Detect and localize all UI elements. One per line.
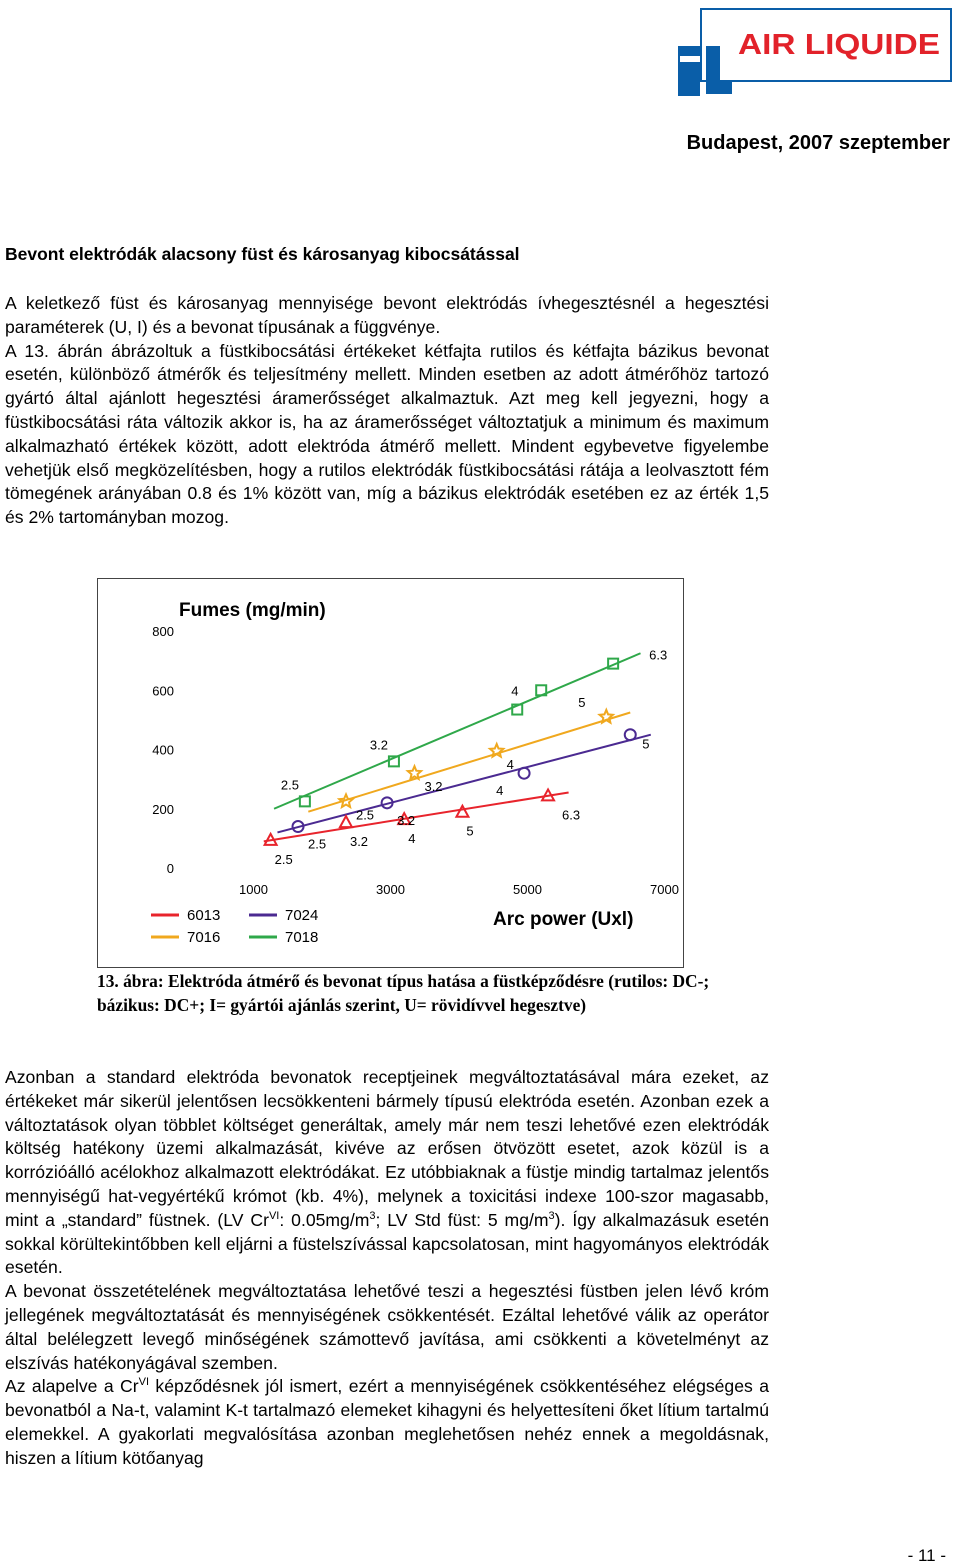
chart-title: Fumes (mg/min): [179, 600, 326, 621]
point-label: 3.2: [369, 737, 389, 753]
point-label: 5: [642, 736, 650, 752]
body-paragraphs: [5, 1066, 769, 1471]
paragraph-2: A 13. ábrán ábrázoltuk a füstkibocsátási értékeket kétfajta rutilos és kétfajta bázikus bevonat esetén, különböző átmérők és teljesítmény mellett. Minden esetben az adott átmérőhöz tartozó gyártó által ajánlott hegesztési áramerősséget alkalmaztuk. Azt meg kell jegyezni, hogy a füstkibocsátási ráta változik akkor is, ha az áramerősséget változtatjuk a minimum és maximum alkalmazható értékek között, adott elektróda átmérő mellett. Mindent egybevetve figyelembe vehetjük első megközelítésben, hogy a rutilos elektródák füstkibocsátási rátája a leolvasztott fém tömegének arányában 0.8 és 1% között van, míg a bázikus elektródák esetében ez az érték 1,5 és 2% tartományban mozog.: [5, 340, 769, 528]
document-date: Budapest, 2007 szeptember: [686, 132, 950, 154]
point-label: 5: [578, 694, 586, 710]
air-liquide-logo: [678, 6, 954, 98]
point-label: 2.5: [355, 807, 375, 823]
section-heading: Bevont elektródák alacsony füst és károsanyag kibocsátással: [5, 244, 520, 264]
paragraph-5: [5, 1375, 769, 1470]
x-tick-label: 5000: [513, 882, 542, 897]
point-label: 4: [408, 831, 416, 847]
fumes-chart: [97, 578, 684, 968]
paragraph-3-text-b: : 0.05mg/m: [279, 1209, 370, 1230]
point-label: 3.2: [349, 834, 369, 850]
figure-caption: 13. ábra: Elektróda átmérő és bevonat típus hatása a füstképződésre (rutilos: DC-; bázikus: DC+; I= gyártói ajánlás szerint, U= rövidívvel hegesztve): [97, 971, 710, 1015]
point-label: 4: [496, 783, 504, 799]
chart-x-label: Arc power (Uxl): [493, 909, 634, 930]
point-label: 6.3: [649, 647, 668, 663]
paragraph-5-text-a: Az alapelve a Cr: [5, 1376, 139, 1397]
x-tick-label: 3000: [376, 882, 405, 897]
x-tick-label: 1000: [239, 882, 268, 897]
superscript-3b: 3: [548, 1209, 555, 1222]
paragraph-5-text-b: képződésnek jól ismert, ezért a mennyiségének csökkentéséhez elégséges a bevonatból a Na-t, valamint K-t tartalmazó elemeket kihagyni és helyettesíteni őket lítium tartalmú elemekkel. A gyakorlati megvalósítása azonban meglehetősen nehéz ennek a megoldásnak, hiszen a lítium kötőanyag: [5, 1376, 769, 1468]
legend-label-7024: 7024: [285, 907, 319, 924]
paragraph-3: [5, 1066, 769, 1280]
logo-text: AIR LIQUIDE: [738, 29, 940, 61]
intro-paragraphs: [5, 292, 769, 530]
paragraph-3-text-c: ; LV Std füst: 5 mg/m: [375, 1209, 549, 1230]
superscript-3a: 3: [369, 1209, 376, 1222]
point-label: 6.3: [562, 807, 581, 823]
y-tick-label: 400: [152, 742, 174, 758]
legend-label-7016: 7016: [187, 929, 221, 946]
page-number: - 11 -: [907, 1546, 946, 1565]
point-label: 5: [466, 823, 474, 839]
point-label: 3.2: [424, 779, 443, 795]
paragraph-1: A keletkező füst és károsanyag mennyisége bevont elektródás ívhegesztésnél a hegesztési paraméterek (U, I) és a bevonat típusának a függvénye.: [5, 293, 769, 337]
point-label: 4: [506, 757, 514, 773]
y-tick-label: 0: [166, 861, 174, 876]
paragraph-4: A bevonat összetételének megváltoztatása lehetővé teszi a hegesztési füstben jelen lévő króm jellegének megváltoztatását és mennyiségének csökkentését. Ezáltal lehetővé válik az operátor által belélegzett levegő minőségének számottevő javítása, ami csökkenti a követelményt az elszívás hatékonyágával szemben.: [5, 1281, 769, 1373]
point-label: 2.5: [308, 836, 327, 852]
superscript-vi-2: VI: [138, 1376, 150, 1389]
point-label: 2.5: [274, 851, 293, 867]
point-label: 3.2: [397, 812, 416, 828]
paragraph-3-text-a: Azonban a standard elektróda bevonatok receptjeinek megváltoztatásával mára ezeket, az értékeket már sikerül jelentősen lecsökkenteni bármely típusú elektróda esetén. Azonban ezek a változtatások olyan többlet költséget generáltak, amely már nem teszi lehetővé ezen elektródák költség hatékony üzemi alkalmazását, kivéve az erősen ötvözött esetet, azok közül is a korrózióálló acélokhoz alkalmazott elektródákat. Ez utóbbiaknak a füstje mindig tartalmaz jelentős mennyiségű hat-vegyértékű krómot (kb. 4%), melynek a toxicitási indexe 100-szor magasabb, mint a „standard” füstnek. (LV Cr: [5, 1067, 769, 1230]
legend-label-6013: 6013: [187, 907, 221, 924]
paragraph-3-text-d: ). Így alkalmazásuk esetén sokkal körültekintőbben kell eljárni a füstelszívással kapcsolatosan, mint hagyományos elektródák esetén.: [5, 1209, 769, 1278]
y-tick-label: 800: [152, 624, 174, 640]
superscript-vi: VI: [268, 1209, 280, 1222]
y-tick-label: 200: [152, 801, 174, 817]
y-tick-label: 600: [152, 683, 174, 699]
point-label: 2.5: [280, 777, 299, 793]
point-label: 4: [511, 683, 519, 699]
legend-label-7018: 7018: [285, 929, 319, 946]
x-tick-label: 7000: [650, 882, 679, 897]
